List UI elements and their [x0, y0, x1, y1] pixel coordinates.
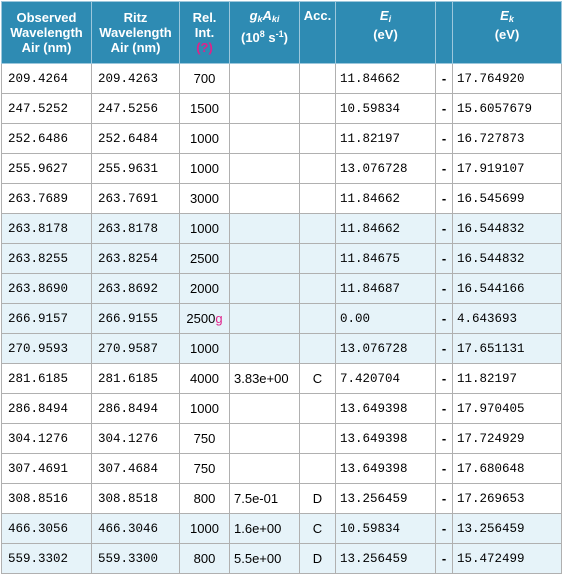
accuracy-cell [300, 274, 336, 304]
accuracy-cell: C [300, 364, 336, 394]
separator-cell: - [436, 334, 453, 364]
accuracy-cell [300, 394, 336, 424]
gA-cell: 1.6e+00 [230, 514, 300, 544]
intensity-flag: g [215, 311, 223, 326]
table-row [2, 514, 562, 544]
accuracy-cell [300, 64, 336, 94]
separator-cell: - [436, 484, 453, 514]
accuracy-cell: D [300, 484, 336, 514]
relative-intensity-cell: 4000 [180, 364, 230, 394]
separator-cell: - [436, 454, 453, 484]
gA-cell [230, 394, 300, 424]
accuracy-cell: C [300, 514, 336, 544]
observed-wavelength-cell: 281.6185 [2, 364, 92, 394]
table-row [2, 484, 562, 514]
accuracy-cell [300, 334, 336, 364]
relative-intensity-cell: 700 [180, 64, 230, 94]
observed-wavelength-cell: 209.4264 [2, 64, 92, 94]
accuracy-cell [300, 244, 336, 274]
observed-wavelength-cell: 263.7689 [2, 184, 92, 214]
relative-intensity-cell: 750 [180, 454, 230, 484]
accuracy-cell [300, 94, 336, 124]
upper-energy-cell: 11.82197 [453, 364, 562, 394]
col-relative-intensity: Rel. Int. (?) [180, 2, 230, 64]
gA-cell [230, 244, 300, 274]
upper-energy-cell: 15.6057679 [453, 94, 562, 124]
table-row [2, 304, 562, 334]
table-row [2, 124, 562, 154]
accuracy-cell: D [300, 544, 336, 574]
upper-energy-cell: 16.727873 [453, 124, 562, 154]
relative-intensity-cell: 1000 [180, 334, 230, 364]
observed-wavelength-cell: 270.9593 [2, 334, 92, 364]
accuracy-cell [300, 454, 336, 484]
lower-energy-cell: 11.84662 [336, 214, 436, 244]
lower-energy-cell: 13.649398 [336, 454, 436, 484]
accuracy-cell [300, 304, 336, 334]
upper-energy-cell: 16.545699 [453, 184, 562, 214]
gA-cell: 3.83e+00 [230, 364, 300, 394]
table-row [2, 64, 562, 94]
lower-energy-cell: 11.84662 [336, 64, 436, 94]
separator-cell: - [436, 94, 453, 124]
upper-energy-cell: 17.764920 [453, 64, 562, 94]
ritz-wavelength-cell: 281.6185 [92, 364, 180, 394]
gA-cell [230, 154, 300, 184]
accuracy-cell [300, 184, 336, 214]
observed-wavelength-cell: 559.3302 [2, 544, 92, 574]
lower-energy-cell: 13.256459 [336, 484, 436, 514]
observed-wavelength-cell: 466.3056 [2, 514, 92, 544]
separator-cell: - [436, 424, 453, 454]
separator-cell: - [436, 544, 453, 574]
ritz-wavelength-cell: 247.5256 [92, 94, 180, 124]
accuracy-cell [300, 214, 336, 244]
lower-energy-cell: 11.82197 [336, 124, 436, 154]
relative-intensity-cell: 1000 [180, 394, 230, 424]
relative-intensity-cell: 3000 [180, 184, 230, 214]
table-row [2, 394, 562, 424]
gA-cell [230, 64, 300, 94]
accuracy-cell [300, 154, 336, 184]
table-row [2, 334, 562, 364]
observed-wavelength-cell: 307.4691 [2, 454, 92, 484]
table-row [2, 154, 562, 184]
observed-wavelength-cell: 247.5252 [2, 94, 92, 124]
separator-cell: - [436, 514, 453, 544]
lower-energy-cell: 13.256459 [336, 544, 436, 574]
ritz-wavelength-cell: 263.8254 [92, 244, 180, 274]
gA-cell: 5.5e+00 [230, 544, 300, 574]
gA-cell [230, 184, 300, 214]
observed-wavelength-cell: 304.1276 [2, 424, 92, 454]
observed-wavelength-cell: 252.6486 [2, 124, 92, 154]
table-row [2, 274, 562, 304]
lower-energy-cell: 11.84687 [336, 274, 436, 304]
ritz-wavelength-cell: 286.8494 [92, 394, 180, 424]
relative-intensity-cell: 1000 [180, 514, 230, 544]
lower-energy-cell: 13.649398 [336, 394, 436, 424]
gA-cell [230, 274, 300, 304]
table-row [2, 424, 562, 454]
separator-cell: - [436, 154, 453, 184]
lower-energy-cell: 13.076728 [336, 334, 436, 364]
gA-cell [230, 454, 300, 484]
upper-energy-cell: 16.544166 [453, 274, 562, 304]
separator-cell: - [436, 124, 453, 154]
table-row [2, 454, 562, 484]
gA-cell [230, 304, 300, 334]
relative-intensity-cell: 2000 [180, 274, 230, 304]
upper-energy-cell: 15.472499 [453, 544, 562, 574]
relative-intensity-cell: 1000 [180, 214, 230, 244]
upper-energy-cell: 17.724929 [453, 424, 562, 454]
separator-cell: - [436, 394, 453, 424]
upper-energy-cell: 17.970405 [453, 394, 562, 424]
upper-energy-cell: 13.256459 [453, 514, 562, 544]
table-row [2, 214, 562, 244]
relint-help-link[interactable]: (?) [196, 40, 213, 55]
separator-cell: - [436, 364, 453, 394]
observed-wavelength-cell: 266.9157 [2, 304, 92, 334]
col-upper-energy: $E_k$ (eV) [453, 2, 562, 64]
ritz-wavelength-cell: 266.9155 [92, 304, 180, 334]
table-row [2, 244, 562, 274]
observed-wavelength-cell: 286.8494 [2, 394, 92, 424]
ritz-wavelength-cell: 263.8692 [92, 274, 180, 304]
relative-intensity-cell: 1500 [180, 94, 230, 124]
lower-energy-cell: 0.00 [336, 304, 436, 334]
table-row [2, 184, 562, 214]
gA-cell [230, 94, 300, 124]
relative-intensity-cell: 800 [180, 484, 230, 514]
col-observed-wavelength: Observed Wavelength Air (nm) [2, 2, 92, 64]
accuracy-cell [300, 424, 336, 454]
col-separator [436, 2, 453, 64]
ritz-wavelength-cell: 559.3300 [92, 544, 180, 574]
upper-energy-cell: 17.680648 [453, 454, 562, 484]
relative-intensity-cell: 750 [180, 424, 230, 454]
ritz-wavelength-cell: 308.8518 [92, 484, 180, 514]
table-row [2, 364, 562, 394]
ritz-wavelength-cell: 466.3046 [92, 514, 180, 544]
upper-energy-cell: 17.269653 [453, 484, 562, 514]
relative-intensity-cell: 1000 [180, 154, 230, 184]
observed-wavelength-cell: 308.8516 [2, 484, 92, 514]
observed-wavelength-cell: 255.9627 [2, 154, 92, 184]
separator-cell: - [436, 304, 453, 334]
upper-energy-cell: 17.919107 [453, 154, 562, 184]
table-body [2, 64, 562, 574]
gA-cell: 7.5e-01 [230, 484, 300, 514]
col-accuracy: Acc. [300, 2, 336, 64]
ritz-wavelength-cell: 307.4684 [92, 454, 180, 484]
col-gA: $g_kA_{ki}$ ($10^8$ $s^{-1}$) [230, 2, 300, 64]
relative-intensity-cell: 2500g [180, 304, 230, 334]
col-ritz-wavelength: Ritz Wavelength Air (nm) [92, 2, 180, 64]
separator-cell: - [436, 274, 453, 304]
lower-energy-cell: 11.84675 [336, 244, 436, 274]
upper-energy-cell: 17.651131 [453, 334, 562, 364]
observed-wavelength-cell: 263.8178 [2, 214, 92, 244]
ritz-wavelength-cell: 209.4263 [92, 64, 180, 94]
separator-cell: - [436, 184, 453, 214]
relative-intensity-cell: 800 [180, 544, 230, 574]
accuracy-cell [300, 124, 336, 154]
upper-energy-cell: 16.544832 [453, 244, 562, 274]
gA-cell [230, 214, 300, 244]
lower-energy-cell: 13.076728 [336, 154, 436, 184]
col-lower-energy: $E_i$ (eV) [336, 2, 436, 64]
ritz-wavelength-cell: 263.7691 [92, 184, 180, 214]
observed-wavelength-cell: 263.8690 [2, 274, 92, 304]
gA-cell [230, 334, 300, 364]
lower-energy-cell: 10.59834 [336, 94, 436, 124]
spectral-lines-table [1, 1, 562, 574]
lower-energy-cell: 10.59834 [336, 514, 436, 544]
table-row [2, 94, 562, 124]
relative-intensity-cell: 2500 [180, 244, 230, 274]
relative-intensity-cell: 1000 [180, 124, 230, 154]
ritz-wavelength-cell: 255.9631 [92, 154, 180, 184]
separator-cell: - [436, 214, 453, 244]
gA-cell [230, 124, 300, 154]
separator-cell: - [436, 64, 453, 94]
lower-energy-cell: 11.84662 [336, 184, 436, 214]
header-row [2, 2, 562, 64]
ritz-wavelength-cell: 304.1276 [92, 424, 180, 454]
ritz-wavelength-cell: 263.8178 [92, 214, 180, 244]
ritz-wavelength-cell: 252.6484 [92, 124, 180, 154]
gA-cell [230, 424, 300, 454]
upper-energy-cell: 4.643693 [453, 304, 562, 334]
lower-energy-cell: 13.649398 [336, 424, 436, 454]
separator-cell: - [436, 244, 453, 274]
upper-energy-cell: 16.544832 [453, 214, 562, 244]
observed-wavelength-cell: 263.8255 [2, 244, 92, 274]
ritz-wavelength-cell: 270.9587 [92, 334, 180, 364]
lower-energy-cell: 7.420704 [336, 364, 436, 394]
